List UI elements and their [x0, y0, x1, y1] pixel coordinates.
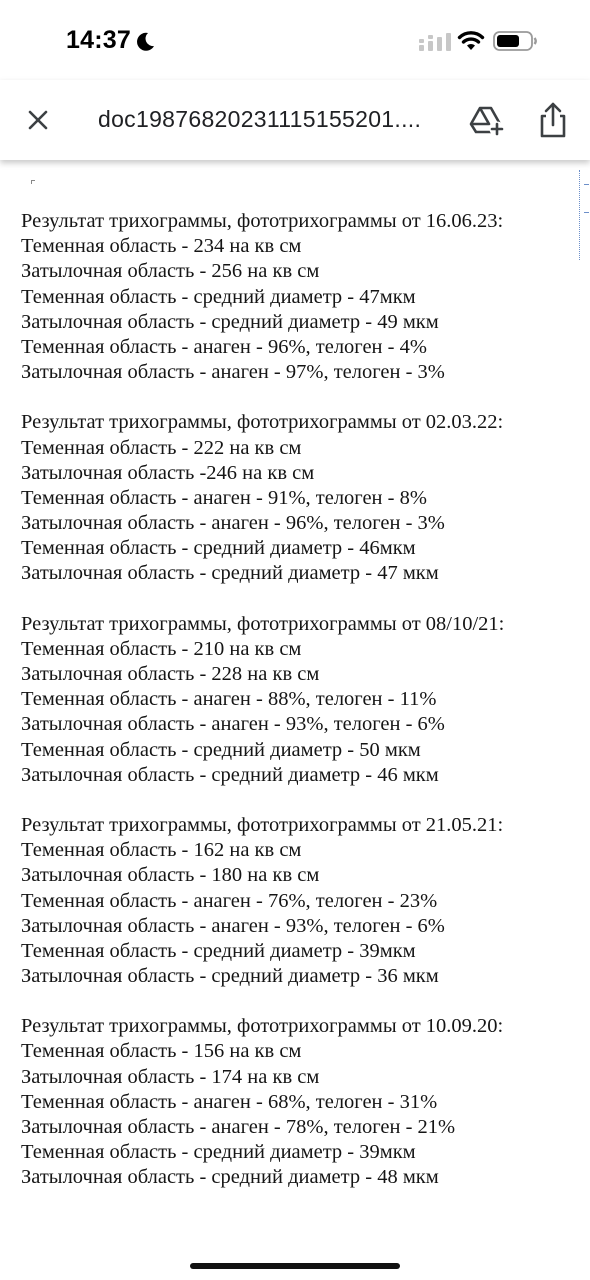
- result-line: Теменная область - средний диаметр - 47мкм: [21, 285, 416, 308]
- close-icon[interactable]: [20, 102, 56, 138]
- share-icon[interactable]: [533, 100, 573, 140]
- result-line: Затылочная область - анаген - 78%, телоген - 21%: [21, 1116, 456, 1138]
- result-line: Теменная область - 234 на кв см: [21, 235, 302, 258]
- result-line: Теменная область - анаген - 88%, телоген - 11%: [21, 688, 437, 711]
- result-line: Затылочная область - средний диаметр - 36 мкм: [21, 965, 439, 988]
- battery-icon: [493, 30, 539, 52]
- home-indicator[interactable]: [190, 1263, 400, 1269]
- status-time: 14:37: [66, 26, 131, 54]
- result-header: Результат трихограммы, фототрихограммы от 10.09.20:: [21, 1015, 504, 1038]
- result-line: Теменная область - 222 на кв см: [21, 436, 302, 459]
- status-bar: [0, 0, 590, 80]
- result-line: Затылочная область - 174 на кв см: [21, 1065, 320, 1088]
- result-header: Результат трихограммы, фототрихограммы от 16.06.23:: [21, 210, 504, 232]
- result-line: Затылочная область - средний диаметр - 46 мкм: [21, 763, 439, 786]
- result-line: Теменная область - средний диаметр - 50 мкм: [21, 738, 421, 761]
- result-line: Затылочная область -246 на кв см: [21, 461, 315, 484]
- result-line: Затылочная область - средний диаметр - 47 мкм: [21, 562, 439, 585]
- result-line: Затылочная область - анаген - 96%, телоген - 3%: [21, 512, 445, 535]
- result-header: Результат трихограммы, фототрихограммы от 08/10/21:: [21, 612, 505, 635]
- result-line: Затылочная область - средний диаметр - 48 мкм: [21, 1166, 439, 1189]
- cellular-signal-icon: [419, 32, 453, 52]
- result-block: [21, 612, 586, 788]
- scan-corner-mark: [31, 180, 35, 184]
- moon-icon: [134, 31, 156, 53]
- result-header: Результат трихограммы, фототрихограммы от 21.05.21:: [21, 813, 504, 836]
- result-block: [21, 1014, 586, 1190]
- document-viewer[interactable]: [0, 160, 590, 1280]
- result-header: Результат трихограммы, фототрихограммы от 02.03.22:: [21, 411, 504, 434]
- document-title: doc19876820231115155201....: [98, 106, 422, 132]
- result-line: Теменная область - анаген - 68%, телоген - 31%: [21, 1090, 438, 1113]
- app-toolbar: [0, 80, 590, 160]
- result-line: Затылочная область - анаген - 93%, телоген - 6%: [21, 914, 445, 937]
- result-line: Теменная область - средний диаметр - 39мкм: [21, 939, 416, 962]
- result-block: [21, 813, 586, 989]
- result-line: Теменная область - анаген - 96%, телоген - 4%: [21, 335, 427, 358]
- result-line: Теменная область - средний диаметр - 39мкм: [21, 1141, 416, 1164]
- add-to-drive-icon[interactable]: [466, 100, 506, 140]
- result-line: Затылочная область - 180 на кв см: [21, 864, 320, 887]
- result-line: Теменная область - 156 на кв см: [21, 1040, 302, 1063]
- result-line: Теменная область - анаген - 76%, телоген - 23%: [21, 889, 438, 912]
- result-line: Затылочная область - 256 на кв см: [21, 260, 320, 283]
- result-block: [21, 410, 586, 586]
- result-line: Теменная область - 210 на кв см: [21, 637, 302, 660]
- result-line: Затылочная область - 228 на кв см: [21, 663, 320, 685]
- result-line: Затылочная область - средний диаметр - 49 мкм: [21, 310, 439, 333]
- result-line: Теменная область - анаген - 91%, телоген - 8%: [21, 486, 427, 509]
- result-line: Затылочная область - анаген - 97%, телоген - 3%: [21, 361, 445, 384]
- result-line: Затылочная область - анаген - 93%, телоген - 6%: [21, 713, 445, 736]
- result-line: Теменная область - средний диаметр - 46мкм: [21, 537, 416, 560]
- document-text: [21, 209, 586, 1216]
- result-block: [21, 209, 586, 385]
- wifi-icon: [457, 30, 485, 52]
- result-line: Теменная область - 162 на кв см: [21, 839, 302, 862]
